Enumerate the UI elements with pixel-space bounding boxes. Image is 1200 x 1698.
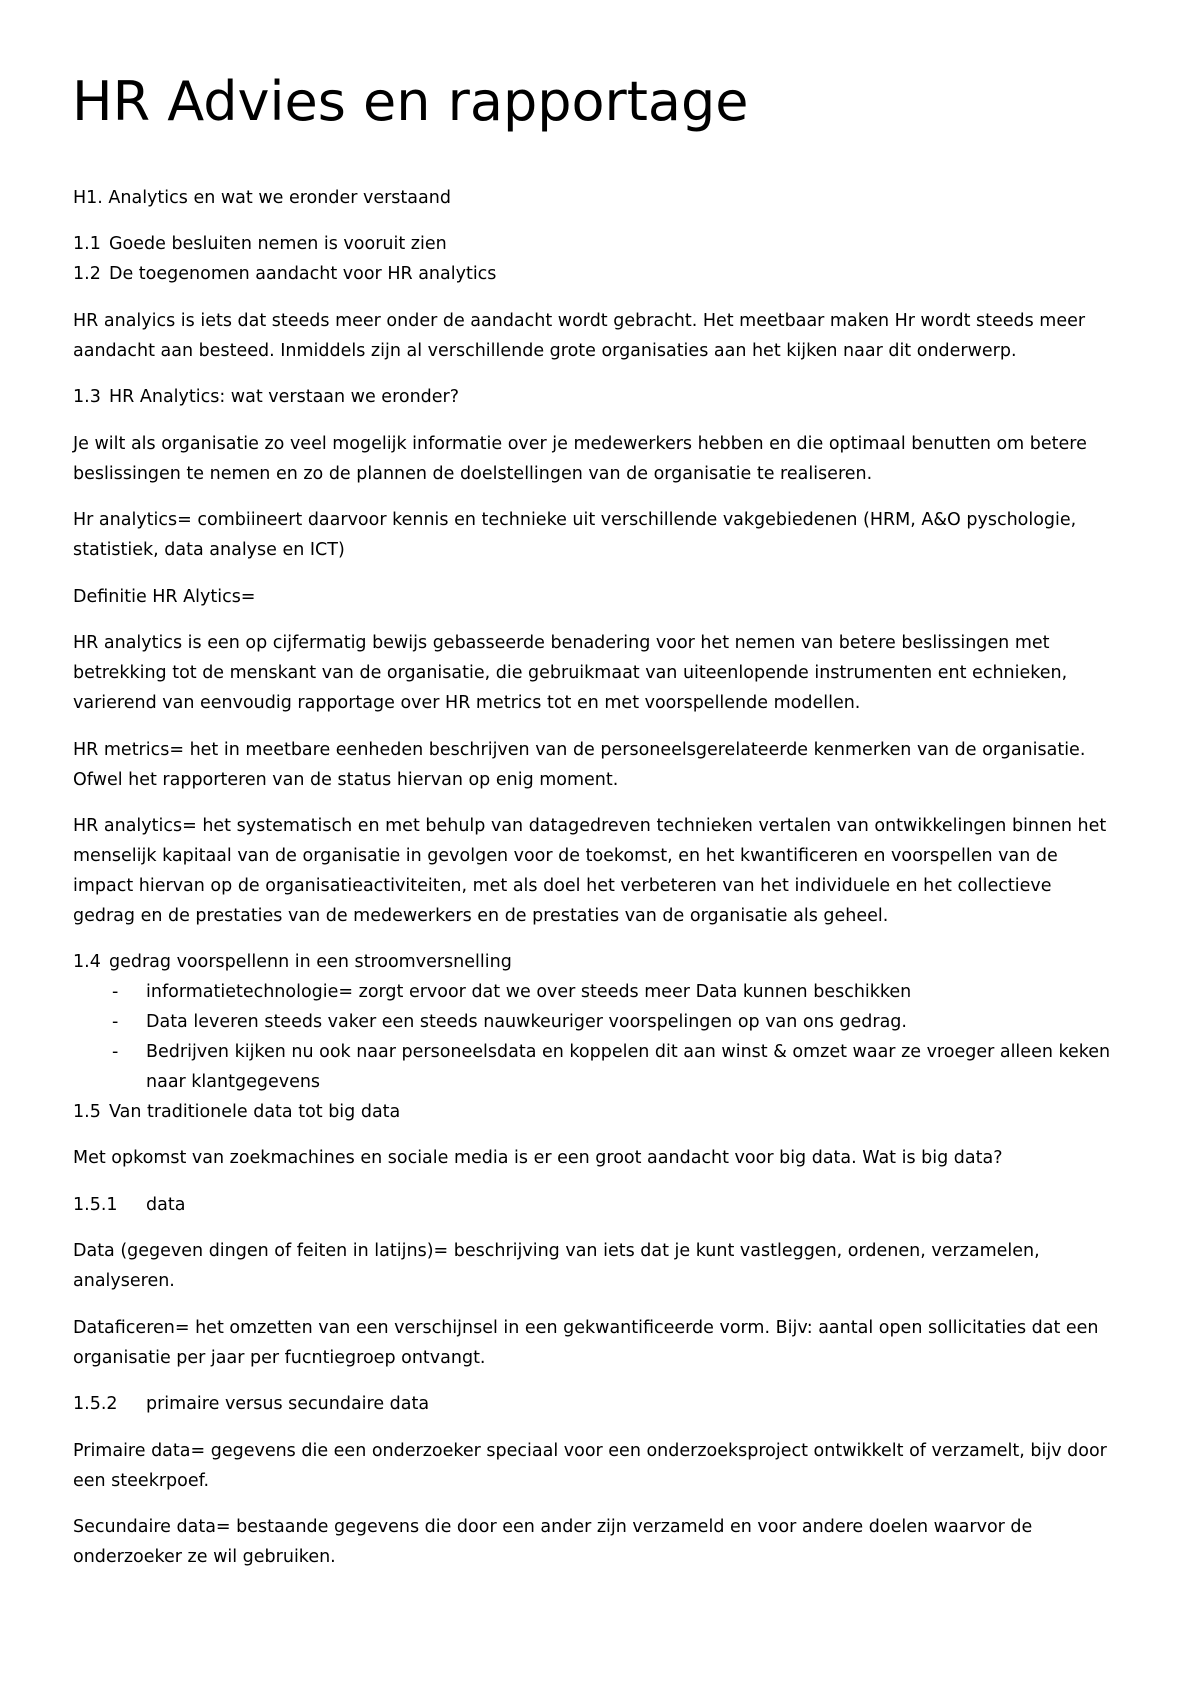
section-heading-1-1 <box>73 229 447 259</box>
paragraph-line: organisatie per jaar per fucntiegroep ontvangt. <box>73 1348 486 1368</box>
list-item: Bedrijven kijken nu ook naar personeelsdata en koppelen dit aan winst & omzet waar ze vroeger alleen keken <box>146 1042 1111 1062</box>
paragraph-line: betrekking tot de menskant van de organisatie, die gebruikmaat van uiteenlopende instrumenten ent echnieken, <box>73 663 1068 683</box>
document-title: HR Advies en rapportage <box>72 70 749 133</box>
paragraph-line: Data (gegeven dingen of feiten in latijns)= beschrijving van iets dat je kunt vastleggen, ordenen, verzamelen, <box>73 1241 1040 1261</box>
bullet-marker: - <box>112 1042 119 1062</box>
paragraph-line: Secundaire data= bestaande gegevens die door een ander zijn verzameld en voor andere doelen waarvor de <box>73 1517 1033 1537</box>
bullet-marker: - <box>112 982 119 1002</box>
section-number: 1.5 <box>73 1102 101 1122</box>
section-title: primaire versus secundaire data <box>146 1394 430 1414</box>
section-title: Goede besluiten nemen is vooruit zien <box>109 234 447 254</box>
paragraph-line: HR analytics is een op cijfermatig bewijs gebasseerde benadering voor het nemen van betere beslissingen met <box>73 633 1050 653</box>
paragraph-line: Primaire data= gegevens die een onderzoeker speciaal voor een onderzoeksproject ontwikkelt of verzamelt, bijv door <box>73 1441 1107 1461</box>
section-number: 1.3 <box>73 387 101 407</box>
paragraph-line: aandacht aan besteed. Inmiddels zijn al verschillende grote organisaties aan het kijken naar dit onderwerp. <box>73 341 1017 361</box>
paragraph-line: HR analytics= het systematisch en met behulp van datagedreven technieken vertalen van ontwikkelingen binnen het <box>73 816 1107 836</box>
section-title: HR Analytics: wat verstaan we eronder? <box>109 387 460 407</box>
paragraph-line: Dataficeren= het omzetten van een verschijnsel in een gekwantificeerde vorm. Bijv: aantal open sollicitaties dat een <box>73 1318 1099 1338</box>
paragraph-line: gedrag en de prestaties van de medewerkers en de prestaties van de organisatie als geheel. <box>73 906 889 926</box>
section-title: data <box>146 1195 186 1215</box>
paragraph-line: Je wilt als organisatie zo veel mogelijk informatie over je medewerkers hebben en die optimaal benutten om betere <box>73 434 1087 454</box>
section-heading-1-5-1 <box>73 1190 185 1220</box>
paragraph-line: onderzoeker ze wil gebruiken. <box>73 1547 336 1567</box>
paragraph-line: menselijk kapitaal van de organisatie in gevolgen voor de toekomst, en het kwantificeren en voorspellen van de <box>73 846 1058 866</box>
paragraph-line: statistiek, data analyse en ICT) <box>73 540 345 560</box>
section-number: 1.5.1 <box>73 1195 118 1215</box>
list-item: Data leveren steeds vaker een steeds nauwkeuriger voorspelingen op van ons gedrag. <box>146 1012 907 1032</box>
section-number: 1.1 <box>73 234 101 254</box>
section-title: gedrag voorspellenn in een stroomversnelling <box>109 952 512 972</box>
section-number: 1.4 <box>73 952 101 972</box>
paragraph-line: beslissingen te nemen en zo de plannen de doelstellingen van de organisatie te realiseren. <box>73 464 873 484</box>
section-number: 1.2 <box>73 264 101 284</box>
bullet-marker: - <box>112 1012 119 1032</box>
chapter-heading: H1. Analytics en wat we eronder verstaand <box>73 188 451 208</box>
paragraph-line: Hr analytics= combiineert daarvoor kennis en technieke uit verschillende vakgebiedenen (HRM, A&O pyschologie, <box>73 510 1077 530</box>
section-title: Van traditionele data tot big data <box>109 1102 401 1122</box>
paragraph-line: Met opkomst van zoekmachines en sociale media is er een groot aandacht voor big data. Wat is big data? <box>73 1148 1003 1168</box>
paragraph-line: varierend van eenvoudig rapportage over HR metrics tot en met voorspellende modellen. <box>73 693 861 713</box>
paragraph-line: HR analyics is iets dat steeds meer onder de aandacht wordt gebracht. Het meetbaar maken Hr wordt steeds meer <box>73 311 1086 331</box>
section-number: 1.5.2 <box>73 1394 118 1414</box>
list-item-continuation: naar klantgegevens <box>146 1072 321 1092</box>
paragraph-line: analyseren. <box>73 1271 175 1291</box>
section-heading-1-5 <box>73 1097 400 1127</box>
section-heading-1-5-2 <box>73 1389 429 1419</box>
section-heading-1-3 <box>73 382 459 412</box>
paragraph-line: impact hiervan op de organisatieactiviteiten, met als doel het verbeteren van het individuele en het collectieve <box>73 876 1052 896</box>
definition-label: Definitie HR Alytics= <box>73 587 256 607</box>
paragraph-line: een steekrpoef. <box>73 1471 210 1491</box>
section-title: De toegenomen aandacht voor HR analytics <box>109 264 497 284</box>
section-heading-1-2 <box>73 259 496 289</box>
section-heading-1-4 <box>73 947 512 977</box>
paragraph-line: HR metrics= het in meetbare eenheden beschrijven van de personeelsgerelateerde kenmerken van de organisatie. <box>73 740 1086 760</box>
paragraph-line: Ofwel het rapporteren van de status hiervan op enig moment. <box>73 770 619 790</box>
list-item: informatietechnologie= zorgt ervoor dat we over steeds meer Data kunnen beschikken <box>146 982 912 1002</box>
